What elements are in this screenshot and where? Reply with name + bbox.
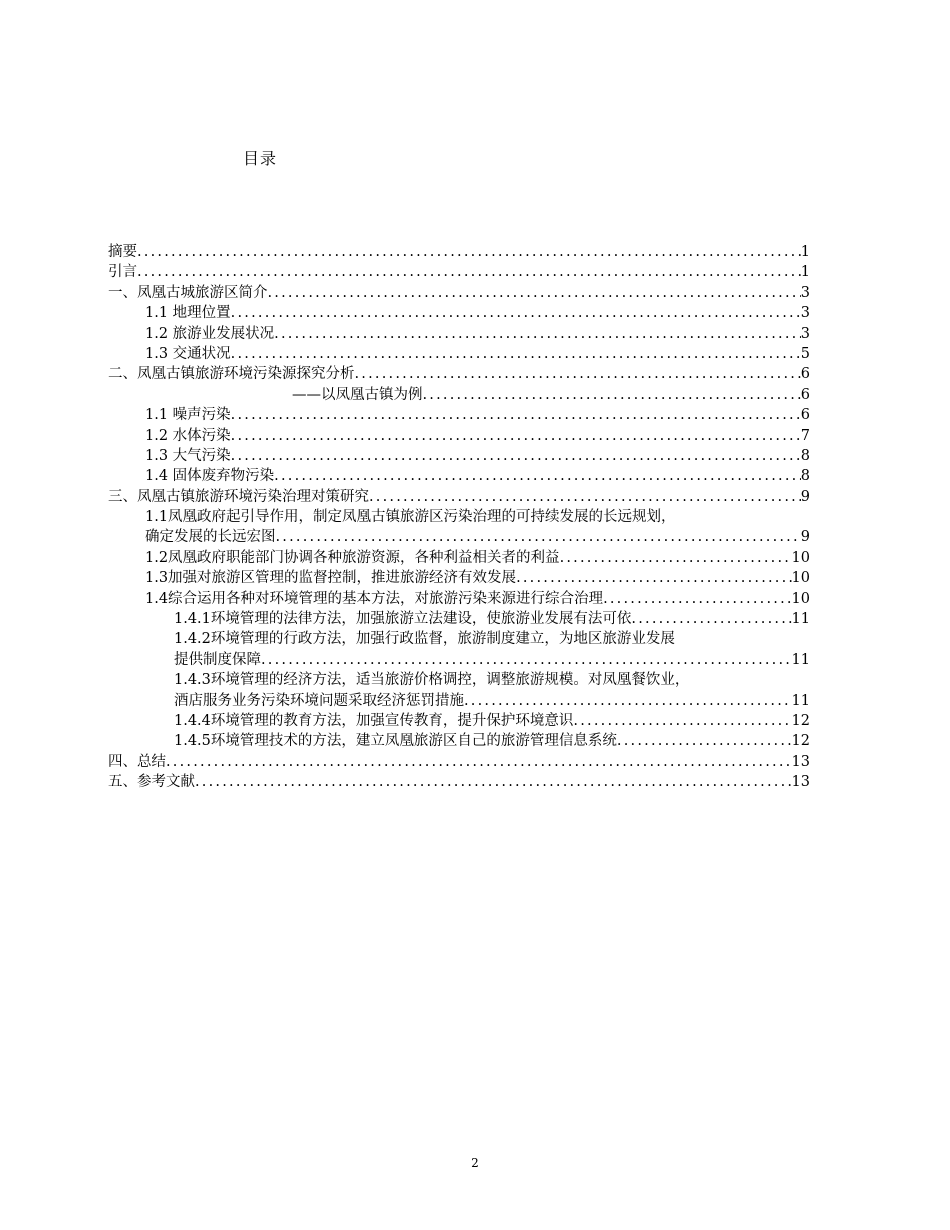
toc-entry[interactable] [108, 283, 810, 303]
toc-page-number: 12 [791, 712, 810, 729]
toc-entry-text: 提供制度保障 [174, 651, 261, 668]
toc-entry-text: 引言 [108, 264, 137, 281]
toc-page-number: 8 [800, 447, 810, 464]
toc-entry-text: 1.4综合运用各种对环境管理的基本方法，对旅游污染来源进行综合治理 [145, 590, 604, 607]
toc-entry[interactable] [108, 609, 810, 629]
toc-entry[interactable] [108, 691, 810, 711]
toc-leader-dots [261, 650, 792, 670]
toc-leader-dots [231, 426, 801, 446]
toc-leader-dots [423, 385, 801, 405]
toc-page-number: 13 [791, 774, 810, 791]
toc-leader-dots [573, 711, 791, 731]
toc-leader-dots [274, 324, 801, 344]
toc-entry-text: 1.4.4环境管理的教育方法，加强宣传教育，提升保护环境意识 [174, 712, 574, 729]
toc-page-number: 5 [800, 345, 810, 362]
toc-leader-dots [274, 466, 801, 486]
toc-entry[interactable] [108, 527, 810, 547]
toc-entry-text: 1.1凤凰政府起引导作用，制定凤凰古镇旅游区污染治理的可持续发展的长远规划， [145, 509, 676, 526]
toc-entry-text: ——以凤凰古镇为例 [292, 386, 423, 403]
toc-leader-dots [268, 283, 801, 303]
toc-entry[interactable] [108, 731, 810, 751]
toc-entry[interactable] [108, 711, 810, 731]
toc-entry-text: 酒店服务业务污染环境问题采取经济惩罚措施 [174, 692, 464, 709]
toc-page-number: 13 [791, 753, 810, 770]
toc-entry-text: 1.2凤凰政府职能部门协调各种旅游资源，各种利益相关者的利益 [145, 549, 560, 566]
toc-leader-dots [195, 772, 792, 792]
toc-entry[interactable] [108, 589, 810, 609]
toc-entry[interactable] [108, 487, 810, 507]
toc-title: 目录 [243, 149, 278, 168]
toc-page-number: 10 [791, 549, 810, 566]
toc-entry-text: 1.4 固体废弃物污染 [145, 468, 275, 485]
toc-entry[interactable] [108, 752, 810, 772]
toc-leader-dots [631, 609, 791, 629]
toc-entry[interactable] [108, 405, 810, 425]
toc-entry[interactable] [108, 426, 810, 446]
toc-page-number: 9 [800, 529, 810, 546]
toc-entry-text: 1.4.5环境管理技术的方法，建立凤凰旅游区自己的旅游管理信息系统 [174, 733, 617, 750]
toc-leader-dots [516, 568, 791, 588]
toc-entry[interactable] [108, 262, 810, 282]
toc-leader-dots [231, 446, 801, 466]
toc-entry[interactable] [108, 466, 810, 486]
toc-entry[interactable] [108, 385, 810, 405]
toc-page-number: 10 [791, 570, 810, 587]
page-number: 2 [471, 1156, 479, 1170]
toc-leader-dots [603, 589, 791, 609]
toc-page-number: 8 [800, 468, 810, 485]
toc-entry[interactable] [108, 303, 810, 323]
toc-page-number: 3 [800, 305, 810, 322]
toc-page-number: 6 [800, 386, 810, 403]
toc-entry-text: 五、参考文献 [108, 774, 195, 791]
toc-leader-dots [617, 731, 792, 751]
toc-leader-dots [231, 405, 801, 425]
toc-page-number: 3 [800, 284, 810, 301]
toc-entry[interactable] [108, 344, 810, 364]
toc-page-number: 11 [791, 692, 810, 709]
toc-leader-dots [231, 344, 801, 364]
toc-entry[interactable] [108, 446, 810, 466]
toc-page-number: 12 [791, 733, 810, 750]
toc-entry-text: 确定发展的长远宏图 [145, 529, 276, 546]
toc-page-number: 6 [800, 366, 810, 383]
toc-page-number: 1 [800, 264, 810, 281]
toc-leader-dots [464, 691, 792, 711]
toc-entry[interactable] [108, 650, 810, 670]
toc-page-number: 9 [800, 488, 810, 505]
toc-entry[interactable] [108, 364, 810, 384]
toc-entry[interactable] [108, 242, 810, 262]
toc-entry-text: 1.4.1环境管理的法律方法，加强旅游立法建设，使旅游业发展有法可依 [174, 611, 632, 628]
toc-entry-text: 1.2 水体污染 [145, 427, 231, 444]
table-of-contents [108, 242, 810, 793]
toc-entry[interactable] [108, 629, 810, 649]
toc-page-number: 6 [800, 407, 810, 424]
toc-entry-text: 一、凤凰古城旅游区简介 [108, 284, 268, 301]
toc-entry-text: 1.3 大气污染 [145, 447, 231, 464]
toc-page-number: 3 [800, 325, 810, 342]
toc-leader-dots [276, 527, 801, 547]
toc-entry[interactable] [108, 772, 810, 792]
toc-leader-dots [231, 303, 801, 323]
toc-page-number: 10 [791, 590, 810, 607]
toc-entry[interactable] [108, 548, 810, 568]
toc-page-number: 11 [791, 651, 810, 668]
toc-page-number: 1 [800, 244, 810, 260]
toc-entry-text: 1.4.2环境管理的行政方法，加强行政监督，旅游制度建立，为地区旅游业发展 [174, 631, 675, 648]
toc-entry[interactable] [108, 568, 810, 588]
toc-page-number: 11 [791, 611, 810, 628]
toc-entry-text: 1.4.3环境管理的经济方法，适当旅游价格调控，调整旅游规模。对凤凰餐饮业， [174, 672, 690, 689]
toc-leader-dots [137, 262, 801, 282]
toc-entry-text: 1.3 交通状况 [145, 345, 231, 362]
toc-entry[interactable] [108, 507, 810, 527]
toc-entry-text: 三、凤凰古镇旅游环境污染治理对策研究 [108, 488, 369, 505]
toc-entry-text: 1.1 噪声污染 [145, 407, 231, 424]
toc-leader-dots [369, 487, 801, 507]
toc-page-number: 7 [800, 427, 810, 444]
toc-entry[interactable] [108, 670, 810, 690]
toc-leader-dots [166, 752, 792, 772]
toc-leader-dots [137, 242, 801, 262]
toc-leader-dots [355, 364, 801, 384]
toc-entry-text: 二、凤凰古镇旅游环境污染源探究分析 [108, 366, 355, 383]
toc-entry-text: 1.2 旅游业发展状况 [145, 325, 275, 342]
toc-entry-text: 1.1 地理位置 [145, 305, 231, 322]
toc-leader-dots [560, 548, 792, 568]
toc-entry[interactable] [108, 324, 810, 344]
toc-entry-text: 摘要 [108, 244, 137, 260]
toc-entry-text: 1.3加强对旅游区管理的监督控制，推进旅游经济有效发展 [145, 570, 517, 587]
toc-entry-text: 四、总结 [108, 753, 166, 770]
